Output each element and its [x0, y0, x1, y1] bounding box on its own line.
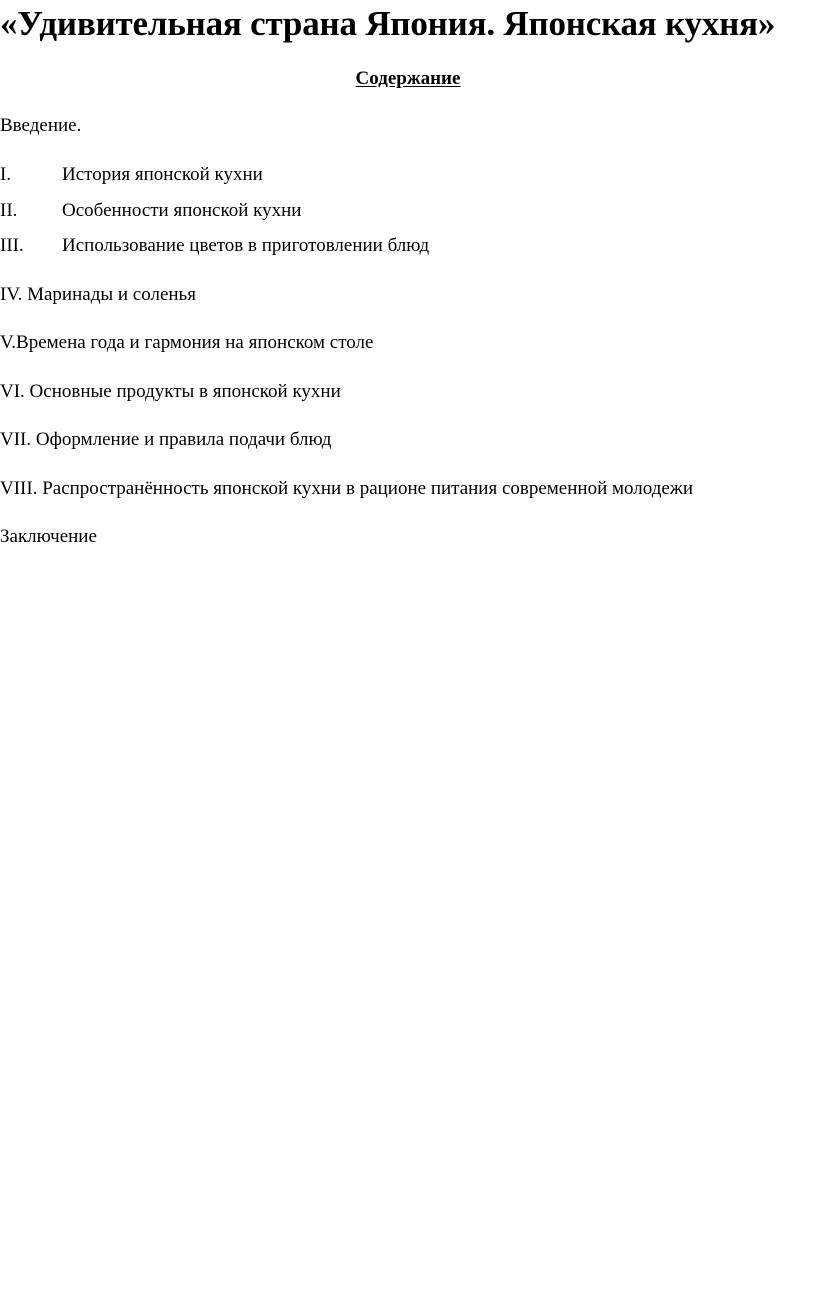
toc-section-item: VIII. Распространённость японской кухни в рационе питания современной молодежи	[0, 478, 694, 499]
toc-item-text: История японской кухни	[62, 164, 263, 185]
toc-section-item: V.Времена года и гармония на японском столе	[0, 332, 374, 353]
toc-section-item: IV. Маринады и соленья	[0, 284, 196, 305]
document-title: «Удивительная страна Япония. Японская кухня»	[0, 4, 776, 43]
toc-item-text: Особенности японской кухни	[62, 200, 302, 221]
toc-item-number: II.	[0, 200, 18, 221]
toc-intro: Введение.	[0, 115, 82, 136]
toc-heading: Содержание	[355, 68, 461, 89]
toc-item-number: I.	[0, 164, 12, 185]
toc-section-item: VII. Оформление и правила подачи блюд	[0, 429, 332, 450]
toc-section-item: VI. Основные продукты в японской кухни	[0, 381, 341, 402]
toc-item-text: Использование цветов в приготовлении блюд	[62, 235, 430, 256]
toc-item-number: III.	[0, 235, 24, 256]
toc-conclusion: Заключение	[0, 526, 97, 547]
